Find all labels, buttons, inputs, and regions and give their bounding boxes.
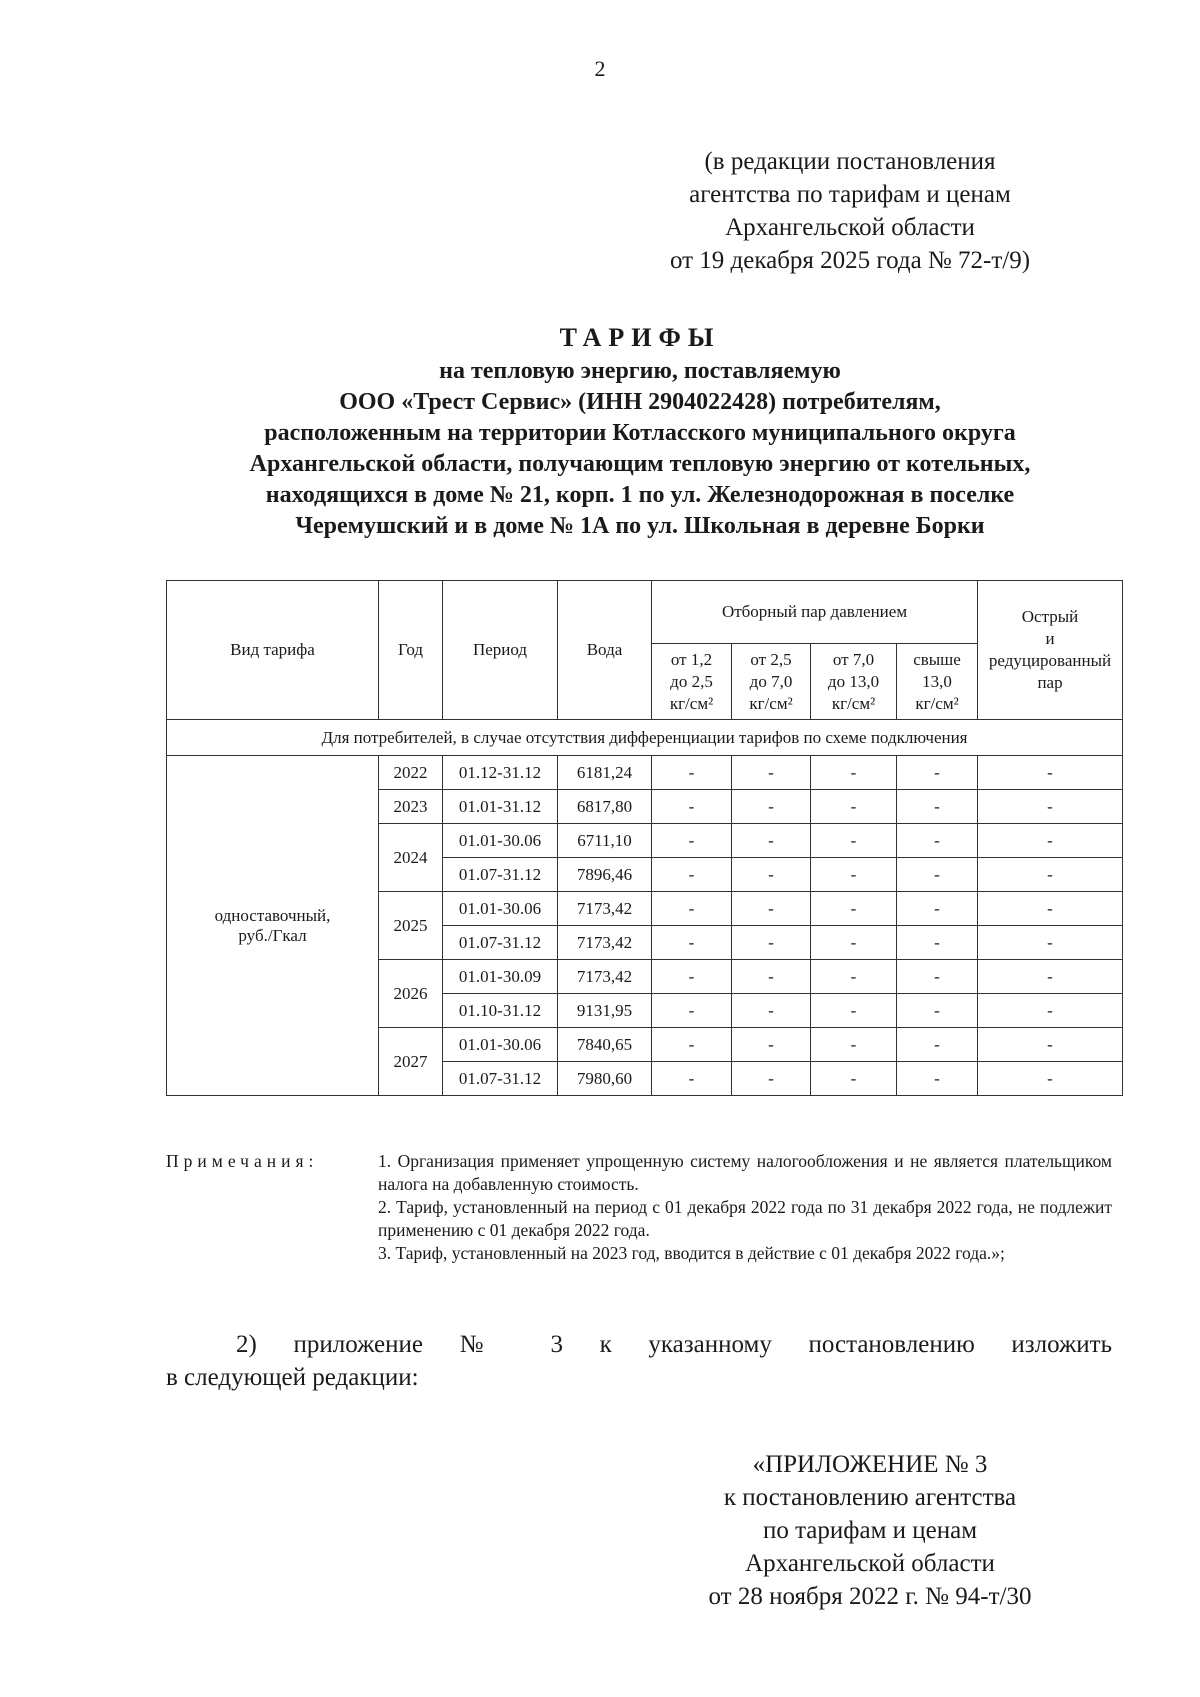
item-2-line: в следующей редакции: bbox=[166, 1364, 419, 1391]
title-line: расположенным на территории Котласского муниципального округа bbox=[264, 420, 1016, 446]
empty-value-cell: - bbox=[978, 960, 1123, 994]
notes-body bbox=[378, 1150, 1112, 1265]
empty-value-cell: - bbox=[897, 756, 978, 790]
empty-value-cell: - bbox=[811, 1062, 897, 1096]
header-steam-col: от 1,2 до 2,5 кг/см² bbox=[652, 644, 732, 720]
empty-value-cell: - bbox=[732, 824, 811, 858]
empty-value-cell: - bbox=[652, 994, 732, 1028]
empty-value-cell: - bbox=[652, 824, 732, 858]
tariff-type-cell: одноставочный, руб./Гкал bbox=[167, 756, 379, 1096]
water-value-cell: 7173,42 bbox=[558, 960, 652, 994]
item-2-paragraph bbox=[166, 1328, 1112, 1394]
section-note: Для потребителей, в случае отсутствия дифференциации тарифов по схеме подключения bbox=[167, 720, 1123, 756]
empty-value-cell: - bbox=[978, 790, 1123, 824]
empty-value-cell: - bbox=[978, 1062, 1123, 1096]
period-cell: 01.07-31.12 bbox=[443, 926, 558, 960]
period-cell: 01.01-30.06 bbox=[443, 824, 558, 858]
edition-line: агентства по тарифам и ценам bbox=[689, 181, 1011, 208]
empty-value-cell: - bbox=[811, 858, 897, 892]
period-cell: 01.01-30.06 bbox=[443, 892, 558, 926]
edition-line: Архангельской области bbox=[725, 214, 975, 241]
empty-value-cell: - bbox=[732, 960, 811, 994]
appendix-line: Архангельской области bbox=[745, 1550, 995, 1577]
empty-value-cell: - bbox=[652, 1062, 732, 1096]
year-cell: 2024 bbox=[379, 824, 443, 892]
empty-value-cell: - bbox=[732, 892, 811, 926]
tariff-table bbox=[166, 580, 1123, 1096]
water-value-cell: 9131,95 bbox=[558, 994, 652, 1028]
period-cell: 01.01-30.06 bbox=[443, 1028, 558, 1062]
empty-value-cell: - bbox=[978, 858, 1123, 892]
empty-value-cell: - bbox=[897, 858, 978, 892]
empty-value-cell: - bbox=[652, 960, 732, 994]
period-cell: 01.01-31.12 bbox=[443, 790, 558, 824]
year-cell: 2027 bbox=[379, 1028, 443, 1096]
appendix-header bbox=[660, 1448, 1080, 1613]
edition-line: от 19 декабря 2025 года № 72-т/9) bbox=[669, 247, 1031, 274]
period-cell: 01.07-31.12 bbox=[443, 1062, 558, 1096]
appendix-line: по тарифам и ценам bbox=[762, 1517, 978, 1544]
empty-value-cell: - bbox=[732, 1028, 811, 1062]
empty-value-cell: - bbox=[732, 1062, 811, 1096]
empty-value-cell: - bbox=[897, 790, 978, 824]
empty-value-cell: - bbox=[978, 926, 1123, 960]
empty-value-cell: - bbox=[978, 1028, 1123, 1062]
edition-note bbox=[600, 145, 1100, 277]
year-cell: 2026 bbox=[379, 960, 443, 1028]
title-line: Черемушский и в доме № 1А по ул. Школьная в деревне Борки bbox=[295, 513, 985, 539]
notes-label: Примечания: bbox=[166, 1151, 319, 1171]
title-line: на тепловую энергию, поставляемую bbox=[439, 358, 841, 384]
header-water: Вода bbox=[558, 581, 652, 720]
water-value-cell: 7173,42 bbox=[558, 926, 652, 960]
header-steam-col: от 7,0 до 13,0 кг/см² bbox=[811, 644, 897, 720]
empty-value-cell: - bbox=[811, 756, 897, 790]
empty-value-cell: - bbox=[811, 892, 897, 926]
period-cell: 01.07-31.12 bbox=[443, 858, 558, 892]
empty-value-cell: - bbox=[811, 790, 897, 824]
water-value-cell: 6817,80 bbox=[558, 790, 652, 824]
empty-value-cell: - bbox=[897, 994, 978, 1028]
table-row bbox=[167, 756, 1123, 790]
empty-value-cell: - bbox=[652, 756, 732, 790]
empty-value-cell: - bbox=[652, 892, 732, 926]
empty-value-cell: - bbox=[732, 926, 811, 960]
year-cell: 2023 bbox=[379, 790, 443, 824]
empty-value-cell: - bbox=[732, 994, 811, 1028]
header-tariff-type: Вид тарифа bbox=[167, 581, 379, 720]
empty-value-cell: - bbox=[732, 756, 811, 790]
title-line: Архангельской области, получающим тепловую энергию от котельных, bbox=[249, 451, 1031, 477]
title-line: ООО «Трест Сервис» (ИНН 2904022428) потребителям, bbox=[339, 389, 941, 415]
header-steam-group: Отборный пар давлением bbox=[652, 581, 978, 644]
empty-value-cell: - bbox=[897, 824, 978, 858]
empty-value-cell: - bbox=[732, 858, 811, 892]
header-period: Период bbox=[443, 581, 558, 720]
empty-value-cell: - bbox=[732, 790, 811, 824]
page-number: 2 bbox=[594, 56, 606, 81]
empty-value-cell: - bbox=[978, 824, 1123, 858]
header-steam-col: от 2,5 до 7,0 кг/см² bbox=[732, 644, 811, 720]
period-cell: 01.12-31.12 bbox=[443, 756, 558, 790]
empty-value-cell: - bbox=[652, 858, 732, 892]
empty-value-cell: - bbox=[811, 1028, 897, 1062]
period-cell: 01.01-30.09 bbox=[443, 960, 558, 994]
empty-value-cell: - bbox=[897, 1062, 978, 1096]
header-steam-col: свыше 13,0 кг/см² bbox=[897, 644, 978, 720]
item-2-line: 2) приложение № 3 к указанному постановлению изложить bbox=[236, 1331, 1112, 1358]
water-value-cell: 6181,24 bbox=[558, 756, 652, 790]
note-item: 3. Тариф, установленный на 2023 год, вводится в действие с 01 декабря 2022 года.»; bbox=[378, 1243, 1005, 1263]
empty-value-cell: - bbox=[897, 1028, 978, 1062]
water-value-cell: 7980,60 bbox=[558, 1062, 652, 1096]
period-cell: 01.10-31.12 bbox=[443, 994, 558, 1028]
empty-value-cell: - bbox=[978, 994, 1123, 1028]
year-cell: 2022 bbox=[379, 756, 443, 790]
year-cell: 2025 bbox=[379, 892, 443, 960]
appendix-line: «ПРИЛОЖЕНИЕ № 3 bbox=[752, 1451, 988, 1478]
empty-value-cell: - bbox=[811, 994, 897, 1028]
empty-value-cell: - bbox=[811, 960, 897, 994]
edition-line: (в редакции постановления bbox=[704, 148, 996, 175]
empty-value-cell: - bbox=[652, 1028, 732, 1062]
empty-value-cell: - bbox=[897, 926, 978, 960]
note-item: 2. Тариф, установленный на период с 01 декабря 2022 года по 31 декабря 2022 года, не подлежит применению с 01 декабря 2022 года. bbox=[378, 1197, 1112, 1240]
title-main: ТАРИФЫ bbox=[559, 323, 721, 352]
empty-value-cell: - bbox=[897, 892, 978, 926]
note-item: 1. Организация применяет упрощенную систему налогообложения и не является плательщиком налога на добавленную стоимость. bbox=[378, 1151, 1112, 1194]
empty-value-cell: - bbox=[811, 926, 897, 960]
appendix-line: от 28 ноября 2022 г. № 94-т/30 bbox=[708, 1583, 1032, 1610]
header-sharp-steam: Острый и редуцированный пар bbox=[978, 581, 1123, 720]
water-value-cell: 6711,10 bbox=[558, 824, 652, 858]
water-value-cell: 7840,65 bbox=[558, 1028, 652, 1062]
document-title bbox=[150, 320, 1130, 542]
empty-value-cell: - bbox=[652, 926, 732, 960]
empty-value-cell: - bbox=[652, 790, 732, 824]
empty-value-cell: - bbox=[978, 756, 1123, 790]
title-line: находящихся в доме № 21, корп. 1 по ул. Железнодорожная в поселке bbox=[265, 482, 1015, 508]
empty-value-cell: - bbox=[897, 960, 978, 994]
header-year: Год bbox=[379, 581, 443, 720]
water-value-cell: 7896,46 bbox=[558, 858, 652, 892]
empty-value-cell: - bbox=[978, 892, 1123, 926]
water-value-cell: 7173,42 bbox=[558, 892, 652, 926]
empty-value-cell: - bbox=[811, 824, 897, 858]
appendix-line: к постановлению агентства bbox=[723, 1484, 1017, 1511]
